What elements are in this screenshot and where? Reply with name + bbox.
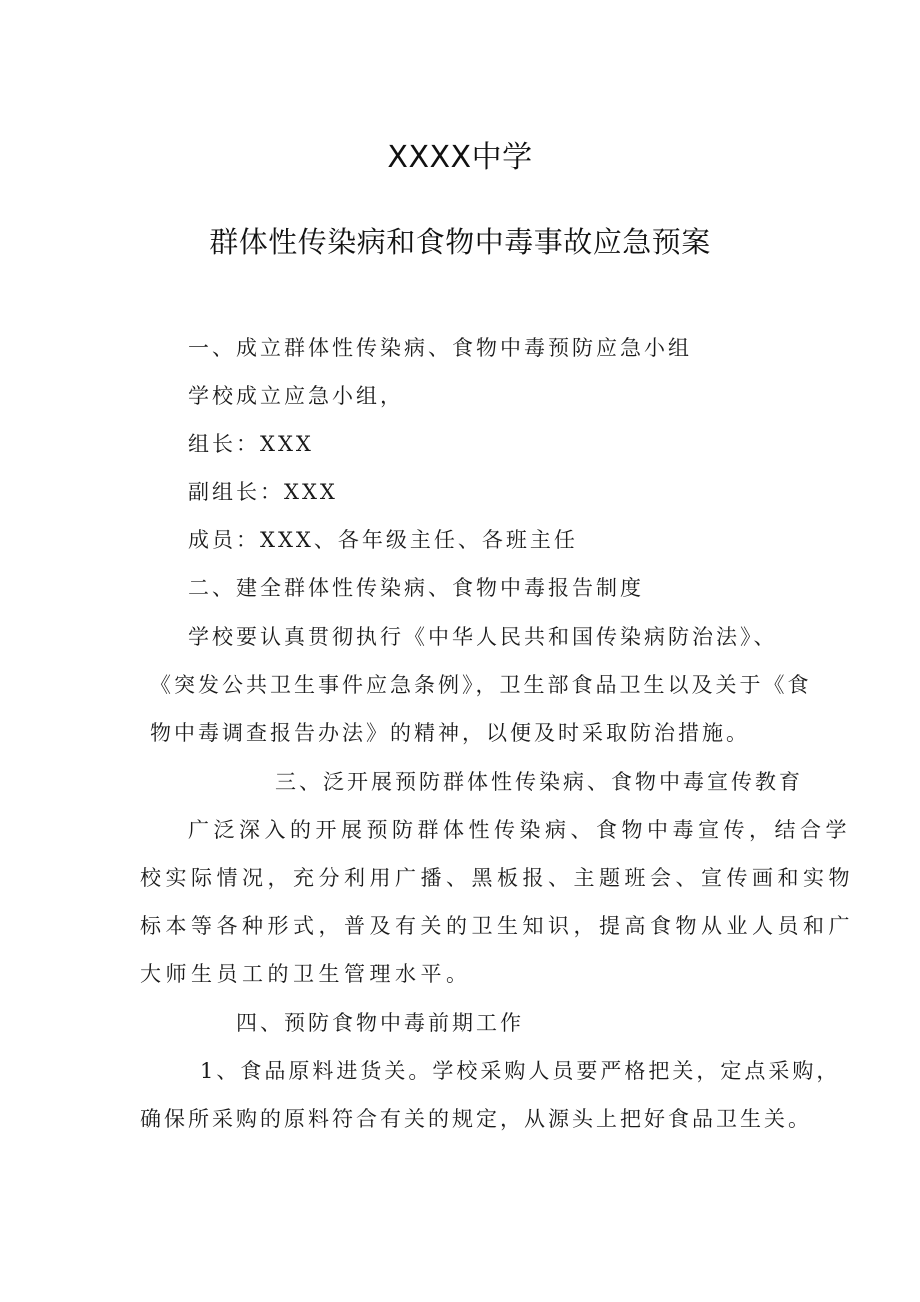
plan-title: 群体性传染病和食物中毒事故应急预案 xyxy=(209,225,711,259)
paragraph-line: 《突发公共卫生事件应急条例》，卫生部食品卫生以及关于《食 xyxy=(150,673,812,697)
section-heading-2: 二、建全群体性传染病、食物中毒报告制度 xyxy=(188,576,644,600)
paragraph-line: 学校成立应急小组， xyxy=(188,384,404,408)
deputy-leader: 副组长：XXX xyxy=(188,480,338,504)
paragraph-line: 1、食品原料进货关。学校采购人员要严格把关，定点采购， xyxy=(200,1059,841,1083)
group-members: 成员：XXX、各年级主任、各班主任 xyxy=(188,528,578,552)
paragraph-line: 广泛深入的开展预防群体性传染病、食物中毒宣传，结合学 xyxy=(188,818,851,842)
paragraph-line: 校实际情况，充分利用广播、黑板报、主题班会、宣传画和实物 xyxy=(140,866,854,890)
school-title: XXXX中学 xyxy=(387,140,533,175)
group-leader: 组长：XXX xyxy=(188,432,314,456)
paragraph-line: 标本等各种形式，普及有关的卫生知识，提高食物从业人员和广 xyxy=(140,914,854,938)
section-heading-3: 三、泛开展预防群体性传染病、食物中毒宣传教育 xyxy=(275,770,803,794)
paragraph-line: 确保所采购的原料符合有关的规定，从源头上把好食品卫生关。 xyxy=(140,1107,812,1131)
section-heading-4: 四、预防食物中毒前期工作 xyxy=(236,1011,524,1035)
paragraph-line: 物中毒调查报告办法》的精神，以便及时采取防治措施。 xyxy=(150,721,750,745)
section-heading-1: 一、成立群体性传染病、食物中毒预防应急小组 xyxy=(188,336,692,360)
paragraph-line: 学校要认真贯彻执行《中华人民共和国传染病防治法》、 xyxy=(188,625,778,649)
paragraph-line: 大师生员工的卫生管理水平。 xyxy=(140,962,472,986)
